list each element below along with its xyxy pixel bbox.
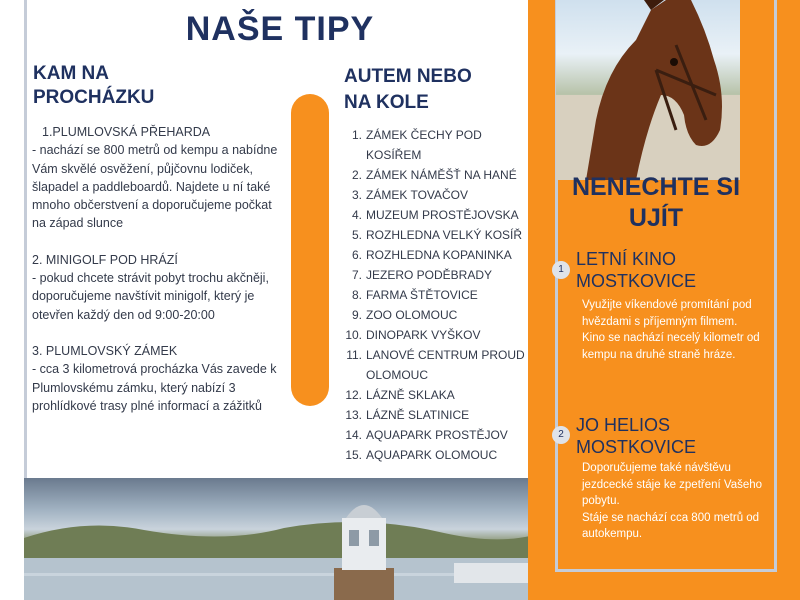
list-item: 4. MUZEUM PROSTĚJOVSKA xyxy=(351,208,519,222)
event-title: JO HELIOS MOSTKOVICE xyxy=(576,415,697,457)
walk-item-desc: - pokud chcete strávit pobyt trochu akčněji, doporučujeme navštívit minigolf, který je otevřen každý den od 9:00-20:00 xyxy=(32,271,269,322)
event-description: Doporučujeme také návštěvu jezdcecké stáje ke zpetření Vašeho pobytu. Stáje se nachází cca 800 metrů od autokempu. xyxy=(582,462,763,540)
list-item: 1. ZÁMEK ČECHY POD KOSÍŘEM xyxy=(351,128,482,162)
event-description: Využijte víkendové promítání pod hvězdami s příjemným filmem. Kino se nachází necelý kilometr od kempu na druhé straně hráze. xyxy=(582,299,760,361)
dontmiss-heading: NENECHTE SI UJÍT xyxy=(571,173,741,232)
horse-illustration xyxy=(556,0,740,180)
list-item: 6. ROZHLEDNA KOPANINKA xyxy=(351,248,512,262)
list-item: 2. ZÁMEK NÁMĚŠŤ NA HANÉ xyxy=(351,168,517,182)
page-title: NAŠE TIPY xyxy=(185,10,375,48)
walk-item-title: 1.PLUMLOVSKÁ PŘEHARDA xyxy=(42,125,211,139)
list-item: 14. AQUAPARK PROSTĚJOV xyxy=(345,428,508,442)
drive-heading: AUTEM NEBO NA KOLE xyxy=(344,66,472,113)
orange-divider xyxy=(291,94,329,406)
walk-heading: KAM NA PROCHÁZKU xyxy=(33,63,155,108)
event-number-badge: 2 xyxy=(552,426,570,444)
list-item: 9. ZOO OLOMOUC xyxy=(351,308,458,322)
reservoir-photo xyxy=(24,478,530,600)
list-item: 8. FARMA ŠTĚTOVICE xyxy=(351,288,478,302)
list-item: 5. ROZHLEDNA VELKÝ KOSÍŘ xyxy=(351,228,523,242)
walk-item-title: 3. PLUMLOVSKÝ ZÁMEK xyxy=(32,343,178,358)
list-item: 12. LÁZNĚ SKLAKA xyxy=(345,388,455,402)
walk-item-desc: - cca 3 kilometrová procházka Vás zavede k Plumlovskému zámku, který nabízí 3 prohlídkové trasy plné informací a zážitků xyxy=(32,362,277,413)
list-item: 11. LANOVÉ CENTRUM PROUD OLOMOUC xyxy=(346,348,525,382)
event-title: LETNÍ KINO MOSTKOVICE xyxy=(576,249,697,291)
list-item: 10. DINOPARK VYŠKOV xyxy=(345,328,481,342)
walk-list xyxy=(32,123,282,415)
event-number-badge: 1 xyxy=(552,261,570,279)
list-item: 3. ZÁMEK TOVAČOV xyxy=(351,188,469,202)
drive-list xyxy=(340,125,530,465)
list-item: 7. JEZERO PODĚBRADY xyxy=(351,268,493,282)
walk-item-desc: - nachází se 800 metrů od kempu a nabídne Vám skvělé osvěžení, půjčovnu lodiček, šlapadel a paddleboardů. Najdete u ní také mnoho občerstvení a doporučujeme počkat na západ slunce xyxy=(32,143,278,231)
walk-item-title: 2. MINIGOLF POD HRÁZÍ xyxy=(32,252,178,267)
list-item: 13. LÁZNĚ SLATINICE xyxy=(345,408,470,422)
horse-photo xyxy=(556,0,740,180)
reservoir-scene xyxy=(24,478,530,600)
list-item: 15. AQUAPARK OLOMOUC xyxy=(345,448,498,462)
